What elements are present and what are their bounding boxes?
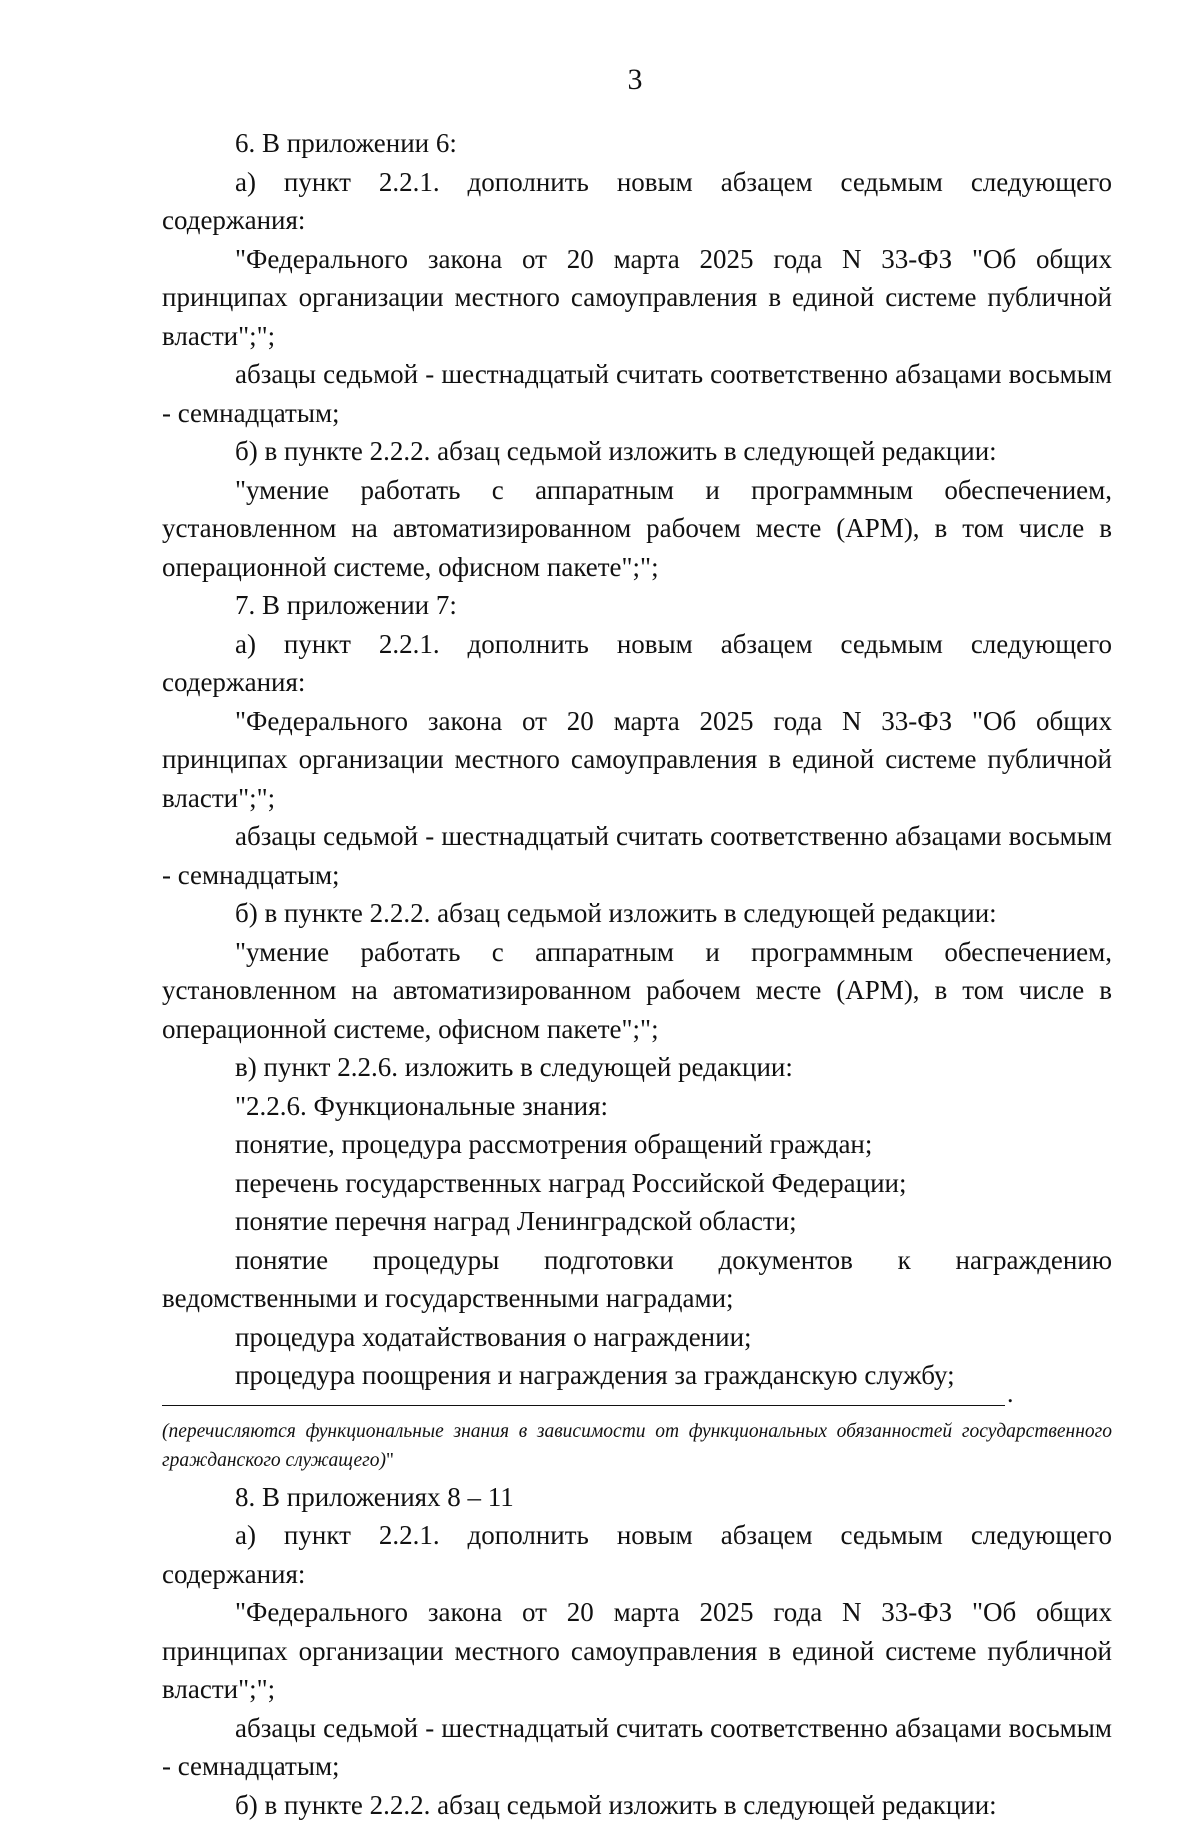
item-7-renumber-note: абзацы седьмой - шестнадцатый считать соответственно абзацами восьмым - семнадцатым;	[162, 817, 1112, 894]
page-number: 3	[0, 62, 1200, 98]
item-7-quoted-skills: "умение работать с аппаратным и программным обеспечением, установленном на автоматизированном рабочем месте (АРМ), в том числе в операционной системе, офисном пакете";";	[162, 933, 1112, 1049]
footnote-body: (перечисляются функциональные знания в зависимости от функциональных обязанностей государственного гражданского служащего)	[162, 1421, 1112, 1471]
document-body	[162, 124, 1112, 1824]
item-7-quoted-law: "Федерального закона от 20 марта 2025 года N 33-ФЗ "Об общих принципах организации местного самоуправления в единой системе публичной власти";";	[162, 702, 1112, 818]
item-8-renumber-note: абзацы седьмой - шестнадцатый считать соответственно абзацами восьмым - семнадцатым;	[162, 1709, 1112, 1786]
item-8-subitem-a: а) пункт 2.2.1. дополнить новым абзацем седьмым следующего содержания:	[162, 1516, 1112, 1593]
item-7-heading: 7. В приложении 7:	[162, 586, 1112, 625]
item-8-heading: 8. В приложениях 8 – 11	[162, 1478, 1112, 1517]
knowledge-item: процедура ходатайствования о награждении;	[162, 1318, 1112, 1357]
footnote-closing-quote: "	[386, 1450, 394, 1471]
item-7-subitem-a: а) пункт 2.2.1. дополнить новым абзацем седьмым следующего содержания:	[162, 625, 1112, 702]
item-6-quoted-law: "Федерального закона от 20 марта 2025 года N 33-ФЗ "Об общих принципах организации местного самоуправления в единой системе публичной власти";";	[162, 240, 1112, 356]
item-6-heading: 6. В приложении 6:	[162, 124, 1112, 163]
item-6-subitem-b: б) в пункте 2.2.2. абзац седьмой изложить в следующей редакции:	[162, 432, 1112, 471]
item-8-quoted-law: "Федерального закона от 20 марта 2025 года N 33-ФЗ "Об общих принципах организации местного самоуправления в единой системе публичной власти";";	[162, 1593, 1112, 1709]
item-6-subitem-a: а) пункт 2.2.1. дополнить новым абзацем седьмым следующего содержания:	[162, 163, 1112, 240]
functional-knowledge-heading: "2.2.6. Функциональные знания:	[162, 1087, 1112, 1126]
item-6-quoted-skills: "умение работать с аппаратным и программным обеспечением, установленном на автоматизированном рабочем месте (АРМ), в том числе в операционной системе, офисном пакете";";	[162, 471, 1112, 587]
item-7-subitem-v: в) пункт 2.2.6. изложить в следующей редакции:	[162, 1048, 1112, 1087]
item-8-subitem-b: б) в пункте 2.2.2. абзац седьмой изложить в следующей редакции:	[162, 1786, 1112, 1824]
knowledge-item: перечень государственных наград Российской Федерации;	[162, 1164, 1112, 1203]
blank-line-period: .	[1007, 1381, 1014, 1407]
item-6-renumber-note: абзацы седьмой - шестнадцатый считать соответственно абзацами восьмым - семнадцатым;	[162, 355, 1112, 432]
item-7-subitem-b: б) в пункте 2.2.2. абзац седьмой изложить в следующей редакции:	[162, 894, 1112, 933]
knowledge-item: понятие перечня наград Ленинградской области;	[162, 1202, 1112, 1241]
footnote-text	[162, 1417, 1112, 1475]
blank-underline	[162, 1405, 1005, 1406]
knowledge-item: процедура поощрения и награждения за гражданскую службу;	[162, 1356, 1112, 1395]
knowledge-item: понятие процедуры подготовки документов к награждению ведомственными и государственными наградами;	[162, 1241, 1112, 1318]
blank-line-block	[162, 1395, 1112, 1417]
knowledge-item: понятие, процедура рассмотрения обращений граждан;	[162, 1125, 1112, 1164]
